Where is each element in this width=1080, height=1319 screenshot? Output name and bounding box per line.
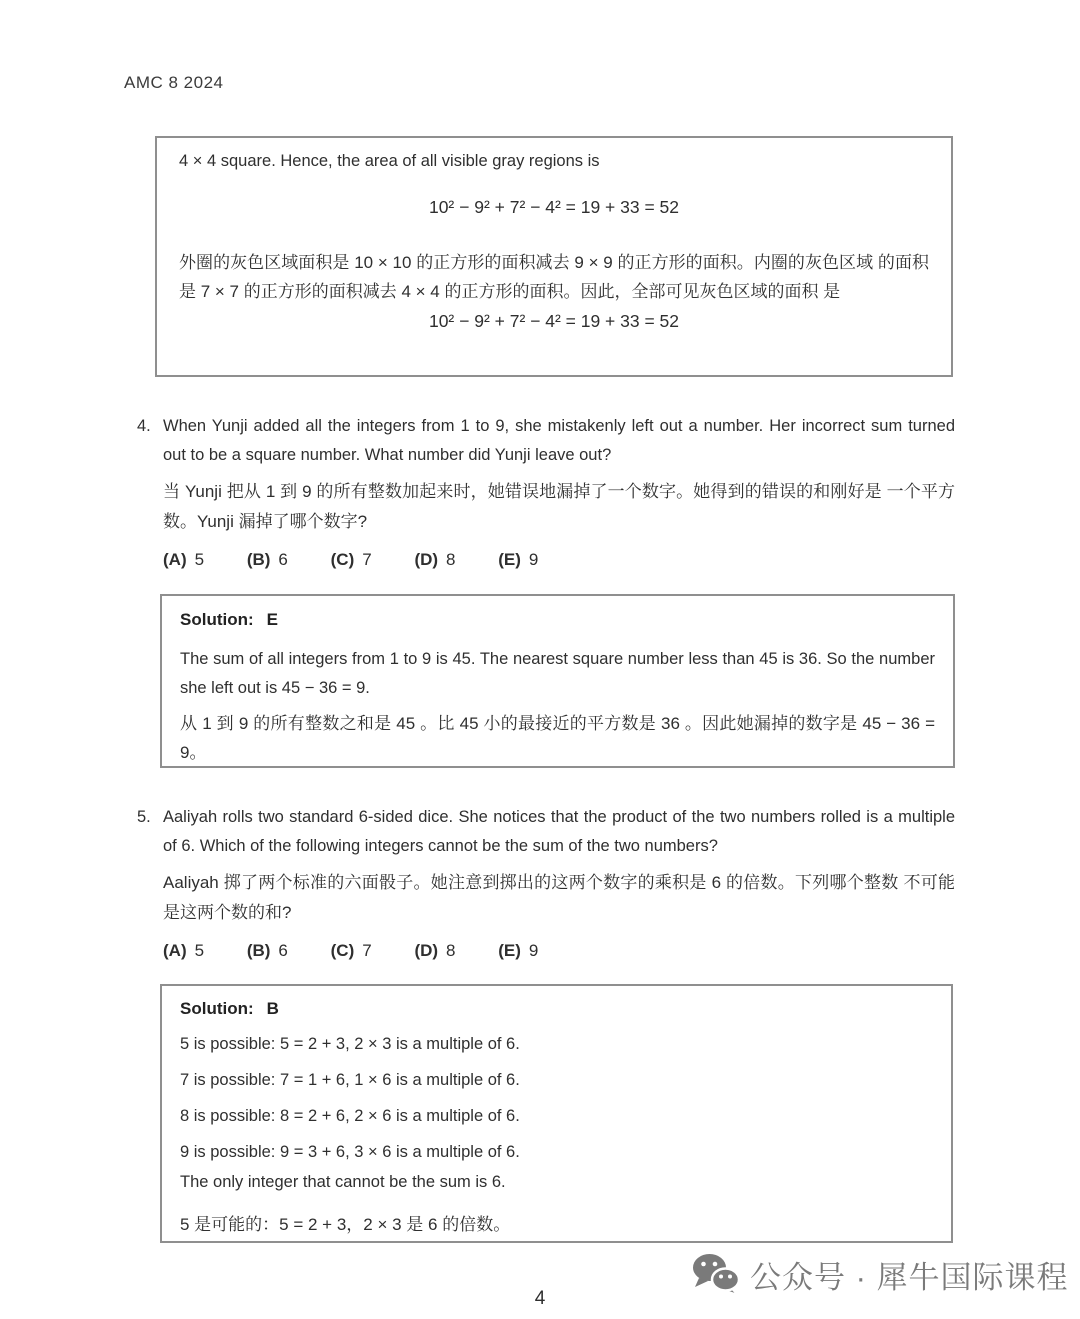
question-4-chinese-text: 当 Yunji 把从 1 到 9 的所有整数加起来时，她错误地漏掉了一个数字。她得到的错误的和刚好是 一个平方数。Yunji 漏掉了哪个数字? bbox=[163, 482, 955, 531]
solution-5-line-1: 5 is possible: 5 = 2 + 3, 2 × 3 is a multiple of 6. bbox=[180, 1035, 520, 1053]
solution-label: Solution: bbox=[180, 999, 254, 1018]
question-4-choice-c bbox=[331, 548, 372, 571]
choice-label: (A) bbox=[163, 550, 187, 569]
choice-label: (C) bbox=[330, 550, 355, 569]
question-4-choices bbox=[163, 548, 955, 571]
question-5-choice-e bbox=[498, 939, 538, 962]
choice-label: (C) bbox=[330, 941, 355, 960]
choice-label: (B) bbox=[246, 550, 271, 569]
choice-label: (B) bbox=[246, 941, 271, 960]
solution-5-box bbox=[160, 984, 953, 1243]
choice-label: (D) bbox=[414, 550, 439, 569]
question-4-choice-e bbox=[498, 548, 538, 571]
choice-value: 9 bbox=[528, 941, 539, 960]
question-4-choice-d bbox=[414, 548, 455, 571]
choice-value: 7 bbox=[362, 941, 372, 960]
question-5-choice-b bbox=[247, 939, 288, 962]
choice-value: 6 bbox=[278, 550, 288, 569]
choice-label: (A) bbox=[163, 941, 187, 960]
choice-value: 6 bbox=[278, 941, 288, 960]
solution-3-english-line: 4 × 4 square. Hence, the area of all visible gray regions is bbox=[179, 152, 600, 170]
question-5-choice-a bbox=[163, 939, 204, 962]
choice-value: 7 bbox=[362, 550, 372, 569]
question-4-choice-b bbox=[247, 548, 288, 571]
question-5-choices bbox=[163, 939, 955, 962]
question-5-chinese-text: Aaliyah 掷了两个标准的六面骰子。她注意到掷出的这两个数字的乘积是 6 的倍数。下列哪个整数 不可能是这两个数的和? bbox=[163, 873, 955, 922]
choice-value: 5 bbox=[194, 550, 205, 569]
solution-4-english-text: The sum of all integers from 1 to 9 is 45. The nearest square number less than 45 is 36. So the number she left out is 45 − 36 = 9. bbox=[180, 650, 935, 697]
solution-3-formula-english: 10² − 9² + 7² − 4² = 19 + 33 = 52 bbox=[428, 197, 680, 217]
wechat-account-label: 公众号 · 犀牛国际课程 bbox=[750, 1259, 1069, 1295]
page-title: AMC 8 2024 bbox=[124, 73, 224, 92]
solution-5-title bbox=[180, 998, 933, 1020]
solution-5-line-4: 9 is possible: 9 = 3 + 6, 3 × 6 is a multiple of 6. bbox=[180, 1143, 520, 1161]
solution-5-chinese-text: 5 是可能的：5 = 2 + 3，2 × 3 是 6 的倍数。 bbox=[180, 1215, 511, 1234]
question-4-choice-a bbox=[163, 548, 204, 571]
choice-value: 8 bbox=[446, 941, 456, 960]
solution-4-answer: E bbox=[266, 610, 278, 629]
solution-5-line-5: The only integer that cannot be the sum is 6. bbox=[180, 1173, 506, 1191]
choice-label: (D) bbox=[414, 941, 439, 960]
solution-4-chinese-text: 从 1 到 9 的所有整数之和是 45 。比 45 小的最接近的平方数是 36 。因此她漏掉的数字是 45 − 36 = 9。 bbox=[180, 714, 935, 762]
solution-5-answer: B bbox=[266, 999, 279, 1018]
question-4-number: 4. bbox=[137, 417, 151, 435]
choice-label: (E) bbox=[498, 550, 521, 569]
question-4-english-text: When Yunji added all the integers from 1 to 9, she mistakenly left out a number. Her incorrect sum turned out to be a square number. What number did Yunji leave out? bbox=[163, 417, 955, 464]
choice-value: 9 bbox=[528, 550, 539, 569]
question-5 bbox=[137, 803, 955, 962]
solution-3-chinese-text: 外圈的灰色区域面积是 10 × 10 的正方形的面积减去 9 × 9 的正方形的面积。内圈的灰色区域 的面积是 7 × 7 的正方形的面积减去 4 × 4 的正方形的面积。因此，全部可见灰色区域的面积 是 bbox=[179, 253, 929, 301]
solution-4-title bbox=[180, 609, 935, 631]
question-5-choice-c bbox=[331, 939, 372, 962]
page-number: 4 bbox=[534, 1288, 546, 1309]
solution-4-box bbox=[160, 594, 955, 768]
solution-3-continuation-box bbox=[155, 136, 953, 377]
choice-value: 5 bbox=[194, 941, 205, 960]
choice-value: 8 bbox=[446, 550, 456, 569]
choice-label: (E) bbox=[498, 941, 521, 960]
solution-5-line-3: 8 is possible: 8 = 2 + 6, 2 × 6 is a multiple of 6. bbox=[180, 1107, 520, 1125]
question-5-number: 5. bbox=[137, 808, 151, 826]
question-5-english-text: Aaliyah rolls two standard 6-sided dice. She notices that the product of the two numbers rolled is a multiple of 6. Which of the following integers cannot be the sum of the two numbers? bbox=[163, 808, 955, 855]
solution-3-formula-chinese: 10² − 9² + 7² − 4² = 19 + 33 = 52 bbox=[428, 311, 680, 331]
solution-5-line-2: 7 is possible: 7 = 1 + 6, 1 × 6 is a multiple of 6. bbox=[180, 1071, 520, 1089]
solution-label: Solution: bbox=[180, 610, 254, 629]
question-5-choice-d bbox=[414, 939, 455, 962]
question-4 bbox=[137, 412, 955, 571]
